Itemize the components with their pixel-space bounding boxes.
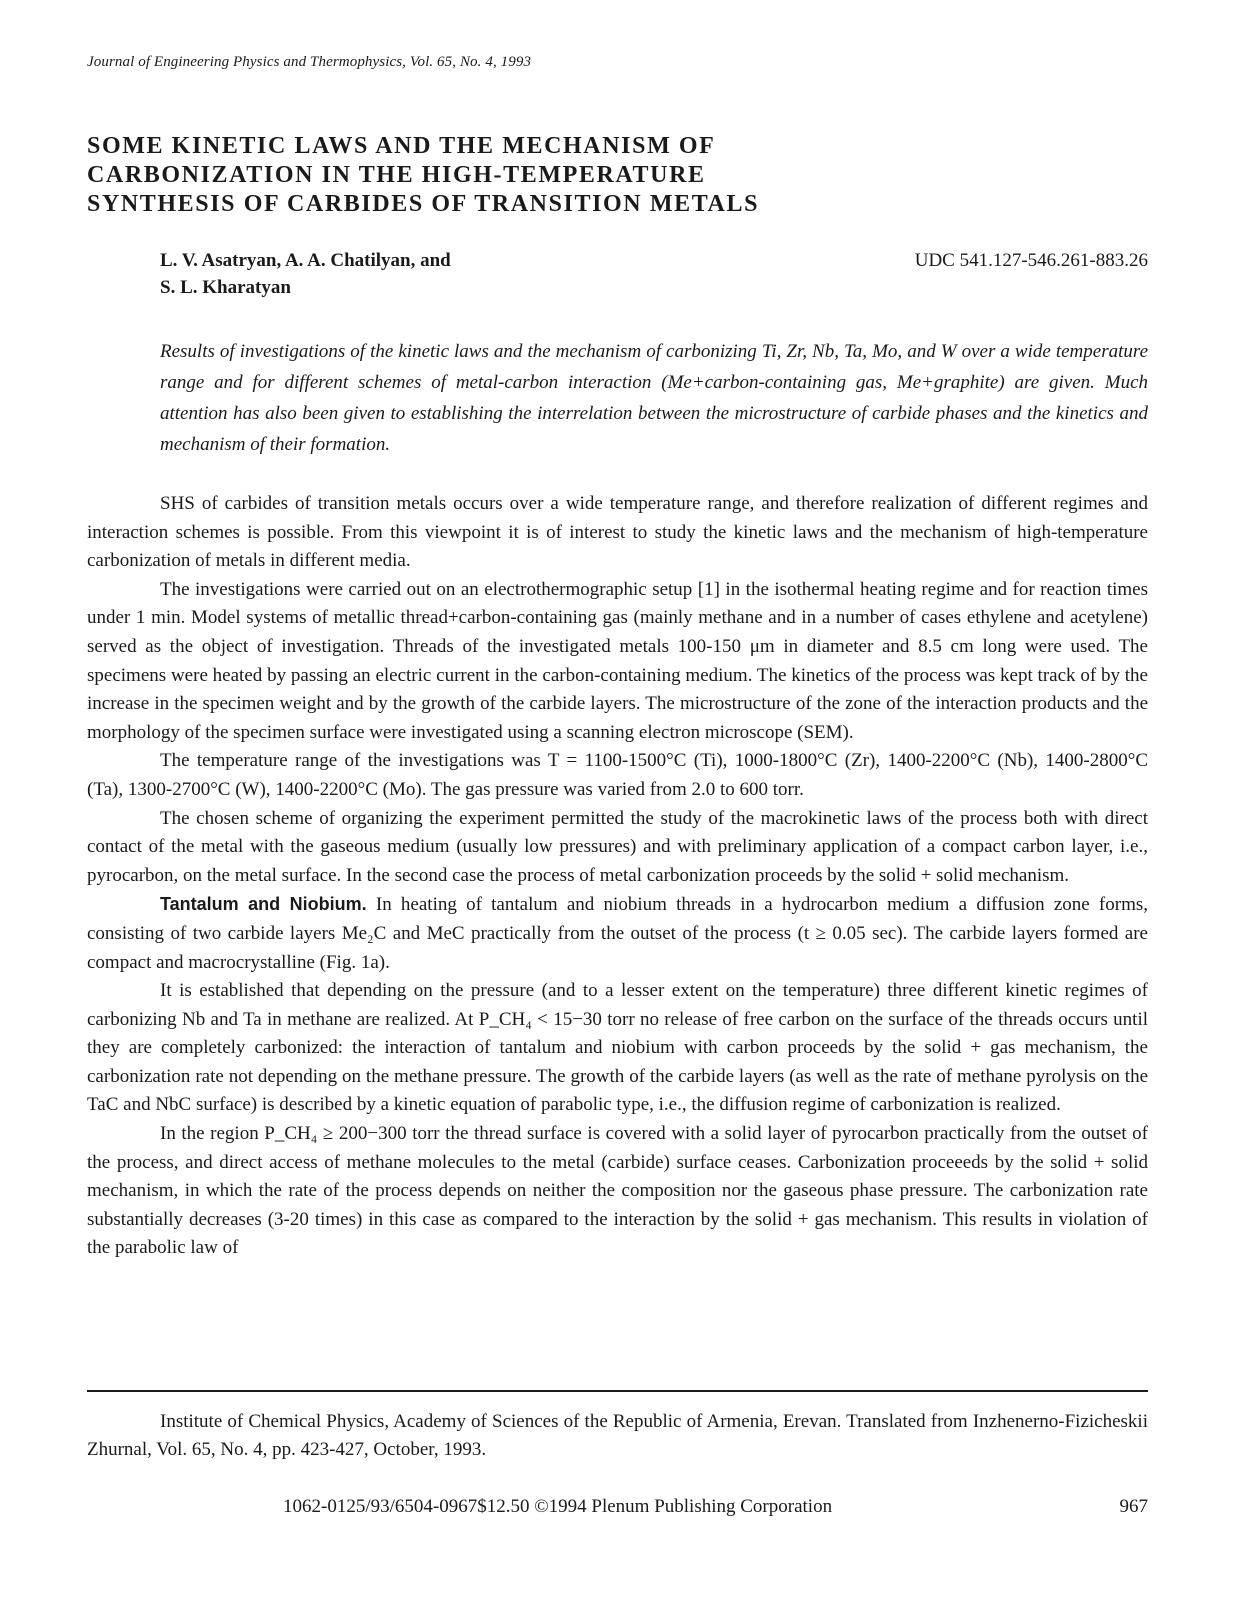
authors-line-2: S. L. Kharatyan xyxy=(160,277,291,298)
journal-header: Journal of Engineering Physics and Thermophysics, Vol. 65, No. 4, 1993 xyxy=(87,54,532,70)
section-lead-tantalum-niobium: Tantalum and Niobium. xyxy=(160,894,367,915)
paragraph-2: The investigations were carried out on an electrothermographic setup [1] in the isothermal heating regime and for reaction times under 1 min. Model systems of metallic thread+carbon-containing gas (mainly methane and in a number of cases ethylene and acetylene) served as the object of investigation. Threads of the investigated metals 100-150 μm in diameter and 8.5 cm long were used. The specimens were heated by passing an electric current in the carbon-containing medium. The kinetics of the process was kept track of by the increase in the specimen weight and by the growth of the carbide layers. The microstructure of the zone of the interaction products and the morphology of the specimen surface were investigated using a scanning electron microscope (SEM). xyxy=(87,578,1148,743)
abstract: Results of investigations of the kinetic laws and the mechanism of carbonizing Ti, Zr, Nb, Ta, Mo, and W over a wide temperature range and for different schemes of metal-carbon interaction (Me+carbon-containing gas, Me+graphite) are given. Much attention has also been given to establishing the interrelation between the microstructure of carbide phases and the kinetics and mechanism of their formation. xyxy=(160,341,1148,455)
article-title xyxy=(87,132,987,219)
paragraph-4: The chosen scheme of organizing the experiment permitted the study of the macrokinetic laws of the process both with direct contact of the metal with the gaseous medium (usually low pressures) and with preliminary application of a compact carbon layer, i.e., pyrocarbon, on the metal surface. In the second case the process of metal carbonization proceeds by the solid + solid mechanism. xyxy=(87,807,1148,886)
footnote-divider xyxy=(87,1390,1148,1392)
authors-line-1: L. V. Asatryan, A. A. Chatilyan, and xyxy=(160,250,451,271)
authors xyxy=(160,247,451,301)
page-number: 967 xyxy=(1119,1496,1148,1517)
paragraph-5-text: In heating of tantalum and niobium threads in a hydrocarbon medium a diffusion zone forms, consisting of two carbide layers Me₂C and MeC practically from the outset of the process (t ≥ 0.05 sec). The carbide layers formed are compact and macrocrystalline (Fig. 1a). xyxy=(87,894,1148,973)
paragraph-3: The temperature range of the investigations was T = 1100-1500°C (Ti), 1000-1800°C (Zr), 1400-2200°C (Nb), 1400-2800°C (Ta), 1300-2700°C (W), 1400-2200°C (Mo). The gas pressure was varied from 2.0 to 600 torr. xyxy=(87,750,1148,800)
body-text xyxy=(87,490,1148,1263)
title-line-1: SOME KINETIC LAWS AND THE MECHANISM OF xyxy=(87,133,716,159)
udc-code: UDC 541.127-546.261-883.26 xyxy=(914,250,1148,271)
paragraph-5 xyxy=(87,890,1148,977)
paragraph-1: SHS of carbides of transition metals occurs over a wide temperature range, and therefore realization of different regimes and interaction schemes is possible. From this viewpoint it is of interest to study the kinetic laws and the mechanism of high-temperature carbonization of metals in different media. xyxy=(87,493,1148,572)
title-line-3: SYNTHESIS OF CARBIDES OF TRANSITION METALS xyxy=(87,191,760,217)
paragraph-6: It is established that depending on the pressure (and to a lesser extent on the temperature) three different kinetic regimes of carbonizing Nb and Ta in methane are realized. At P_CH₄ < 15−30 torr no release of free carbon on the surface of the threads occurs until they are completely carbonized: the interaction of tantalum and niobium with carbon proceeds by the solid + gas mechanism, the carbonization rate not depending on the methane pressure. The growth of the carbide layers (as well as the rate of methane pyrolysis on the TaC and NbC surface) is described by a kinetic equation of parabolic type, i.e., the diffusion regime of carbonization is realized. xyxy=(87,980,1148,1116)
paragraph-7: In the region P_CH₄ ≥ 200−300 torr the thread surface is covered with a solid layer of pyrocarbon practically from the outset of the process, and direct access of methane molecules to the metal (carbide) surface ceases. Carbonization proceeeds by the solid + solid mechanism, in which the rate of the process depends on neither the composition nor the gaseous phase pressure. The carbonization rate substantially decreases (3-20 times) in this case as compared to the interaction by the solid + gas mechanism. This results in violation of the parabolic law of xyxy=(87,1123,1148,1259)
title-line-2: CARBONIZATION IN THE HIGH-TEMPERATURE xyxy=(87,162,706,188)
publication-info: 1062-0125/93/6504-0967$12.50 ©1994 Plenum Publishing Corporation xyxy=(283,1496,833,1517)
affiliation-footnote: Institute of Chemical Physics, Academy of Sciences of the Republic of Armenia, Erevan. Translated from Inzhenerno-Fizicheskii Zhurnal, Vol. 65, No. 4, pp. 423-427, October, 1993. xyxy=(87,1411,1148,1460)
